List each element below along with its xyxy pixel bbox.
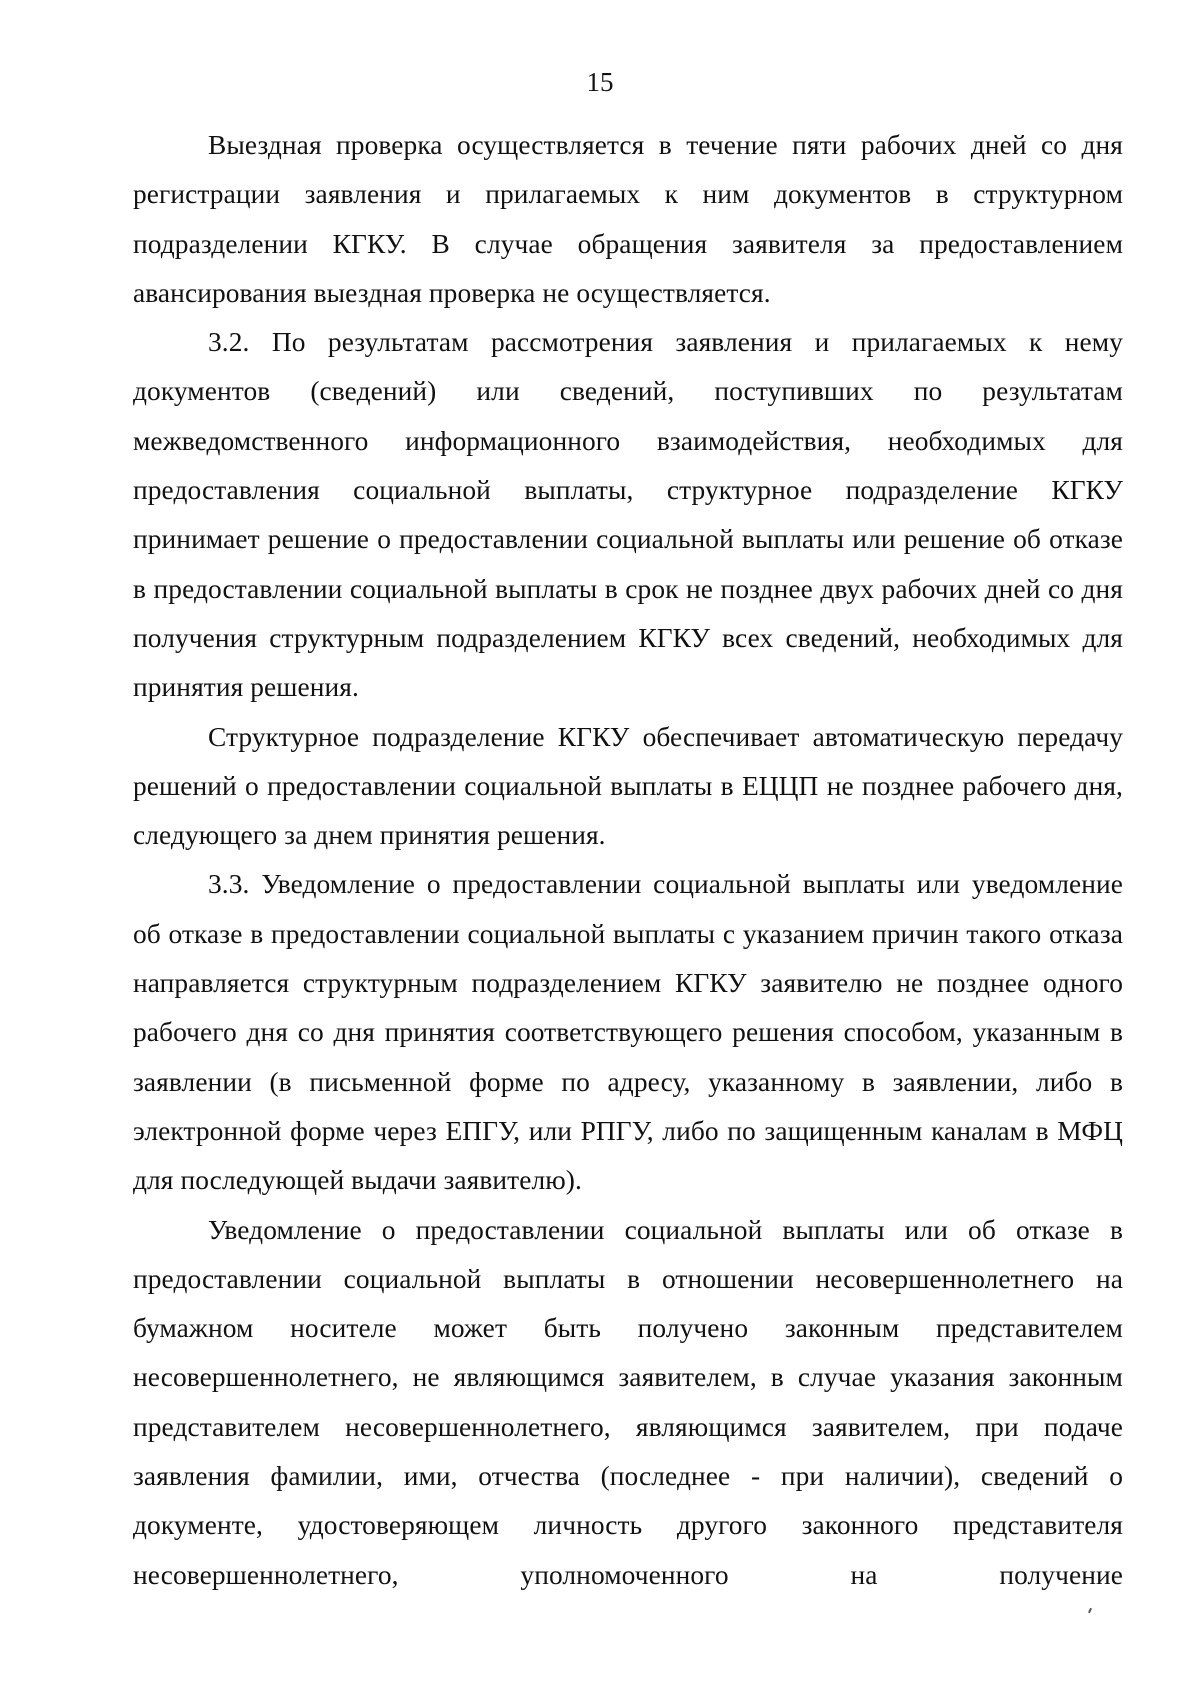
paragraph-3-3-notification: 3.3. Уведомление о предоставлении социальной выплаты или уведомление об отказе в предоставлении социальной выплаты с указанием причин такого отказа направляется структурным подразделением КГКУ заявителю не позднее одного рабочего дня со дня принятия соответствующего решения способом, указанным в заявлении (в письменной форме по адресу, указанному в заявлении, либо в электронной форме через ЕПГУ, или РПГУ, либо по защищенным каналам в МФЦ для последующей выдачи заявителю). <box>133 869 1123 1196</box>
paragraph-automatic-transfer: Структурное подразделение КГКУ обеспечивает автоматическую передачу решений о предоставлении социальной выплаты в ЕЦЦП не позднее рабочего дня, следующего за днем принятия решения. <box>133 721 1123 851</box>
document-body <box>133 121 1123 1600</box>
paragraph-3-2-decision: 3.2. По результатам рассмотрения заявления и прилагаемых к нему документов (сведений) или сведений, поступивших по результатам межведомственного информационного взаимодействия, необходимых для предоставления социальной выплаты, структурное подразделение КГКУ принимает решение о предоставлении социальной выплаты или решение об отказе в предоставлении социальной выплаты в срок не позднее двух рабочих дней со дня получения структурным подразделением КГКУ всех сведений, необходимых для принятия решения. <box>133 327 1123 703</box>
paragraph-field-inspection: Выездная проверка осуществляется в течение пяти рабочих дней со дня регистрации заявления и прилагаемых к ним документов в структурном подразделении КГКУ. В случае обращения заявителя за предоставлением авансирования выездная проверка не осуществляется. <box>133 130 1123 308</box>
paragraph-minor-notification: Уведомление о предоставлении социальной выплаты или об отказе в предоставлении социальной выплаты в отношении несовершеннолетнего на бумажном носителе может быть получено законным представителем несовершеннолетнего, не являющимся заявителем, в случае указания законным представителем несовершеннолетнего, являющимся заявителем, при подаче заявления фамилии, ими, отчества (последнее - при наличии), сведений о документе, удостоверяющем личность другого законного представителя несовершеннолетнего, уполномоченного на получение <box>133 1214 1123 1590</box>
scan-mark <box>1088 1608 1092 1613</box>
page-number: 15 <box>586 67 614 97</box>
